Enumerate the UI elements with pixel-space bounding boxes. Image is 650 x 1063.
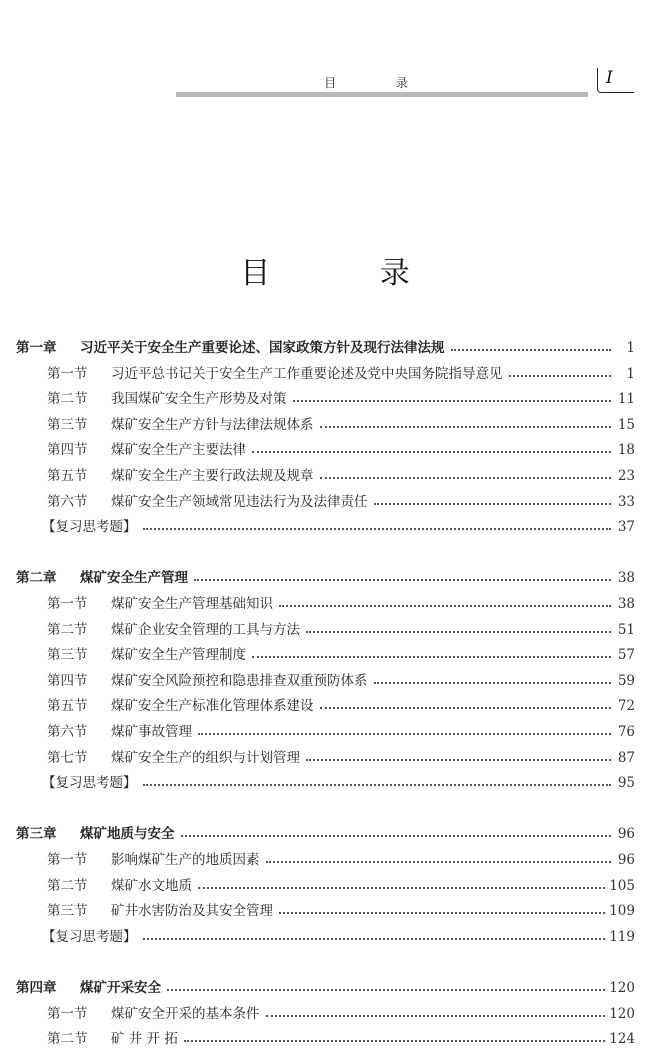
toc-section-1-3-number: 第三节 bbox=[47, 416, 88, 433]
toc-chapter-4-page-number: 120 bbox=[609, 980, 635, 996]
toc-section-2-6-page-number: 76 bbox=[617, 724, 635, 740]
toc-section-4-2-page-number: 124 bbox=[609, 1031, 635, 1048]
dot-leader bbox=[266, 861, 612, 863]
toc-chapter-4-title: 煤矿开采安全 bbox=[80, 980, 161, 996]
toc-chapter-2-title: 煤矿安全生产管理 bbox=[80, 570, 188, 587]
toc-section-2-7[interactable] bbox=[47, 746, 635, 766]
toc-section-4-1-label bbox=[47, 1002, 260, 1022]
page-number-frame bbox=[597, 68, 634, 93]
toc-section-4-1[interactable] bbox=[47, 1002, 635, 1022]
toc-chapter-4-number: 第四章 bbox=[16, 980, 57, 996]
toc-section-2-2-page-number: 51 bbox=[617, 621, 635, 638]
toc-section-2-7-title: 煤矿安全生产的组织与计划管理 bbox=[111, 749, 300, 766]
dot-leader bbox=[266, 1015, 606, 1017]
toc-section-2-1-title: 煤矿安全生产管理基础知识 bbox=[111, 596, 273, 612]
toc-chapter-1[interactable] bbox=[16, 336, 635, 356]
toc-section-1-6-title: 煤矿安全生产领域常见违法行为及法律责任 bbox=[111, 493, 368, 510]
toc-review-3-title: 【复习思考题】 bbox=[42, 928, 137, 945]
toc-section-2-5-page-number: 72 bbox=[617, 698, 635, 715]
toc-section-3-2-number: 第二节 bbox=[47, 877, 88, 894]
toc-section-4-2-label bbox=[47, 1027, 178, 1047]
toc-section-3-3[interactable] bbox=[47, 899, 635, 919]
toc-section-1-5-number: 第五节 bbox=[47, 468, 88, 484]
dot-leader bbox=[143, 938, 606, 940]
toc-section-3-2-page-number: 105 bbox=[609, 877, 635, 894]
dot-leader bbox=[252, 451, 611, 453]
toc-section-2-1-label bbox=[47, 592, 273, 612]
toc-section-1-1-number: 第一节 bbox=[47, 365, 88, 382]
toc-chapter-2-number: 第二章 bbox=[16, 570, 57, 587]
dot-leader bbox=[320, 477, 612, 479]
dot-leader bbox=[252, 656, 611, 658]
toc-section-2-5-label bbox=[47, 694, 314, 714]
toc-section-1-2-title: 我国煤矿安全生产形势及对策 bbox=[111, 391, 287, 408]
toc-chapter-4[interactable] bbox=[16, 976, 635, 996]
dot-leader bbox=[451, 349, 612, 351]
dot-leader bbox=[167, 989, 605, 991]
toc-section-1-1-label bbox=[47, 362, 503, 382]
toc-chapter-1-label bbox=[16, 336, 445, 356]
toc-section-2-3-title: 煤矿安全生产管理制度 bbox=[111, 647, 246, 664]
toc-section-1-2[interactable] bbox=[47, 387, 635, 407]
toc-chapter-3-label bbox=[16, 822, 175, 842]
toc-review-3-page-number: 119 bbox=[609, 928, 635, 945]
dot-leader bbox=[279, 912, 605, 914]
dot-leader bbox=[374, 682, 612, 684]
toc-section-3-2-label bbox=[47, 874, 192, 894]
toc-chapter-3-number: 第三章 bbox=[16, 826, 57, 843]
toc-chapter-2[interactable] bbox=[16, 566, 635, 586]
toc-section-3-2-title: 煤矿水文地质 bbox=[111, 877, 192, 894]
toc-section-4-1-page-number: 120 bbox=[609, 1005, 635, 1022]
toc-section-2-7-page-number: 87 bbox=[617, 749, 635, 766]
toc-chapter-4-label bbox=[16, 976, 161, 996]
toc-section-2-7-number: 第七节 bbox=[47, 749, 88, 766]
toc-chapter-2-label bbox=[16, 566, 188, 586]
toc-section-2-1-number: 第一节 bbox=[47, 596, 88, 612]
toc-review-1[interactable] bbox=[42, 515, 635, 535]
toc-section-4-1-title: 煤矿安全开采的基本条件 bbox=[111, 1005, 260, 1022]
toc-section-1-4-title: 煤矿安全生产主要法律 bbox=[111, 442, 246, 459]
toc-section-2-4-number: 第四节 bbox=[47, 672, 88, 689]
toc-section-1-4-page-number: 18 bbox=[617, 442, 635, 459]
dot-leader bbox=[306, 759, 611, 761]
toc-review-2[interactable] bbox=[42, 771, 635, 791]
toc-section-1-5-title: 煤矿安全生产主要行政法规及规章 bbox=[111, 468, 314, 484]
toc-section-2-3[interactable] bbox=[47, 643, 635, 663]
toc-section-4-1-number: 第一节 bbox=[47, 1005, 88, 1022]
toc-section-2-5-number: 第五节 bbox=[47, 698, 88, 715]
toc-section-3-3-label bbox=[47, 899, 273, 919]
dot-leader bbox=[374, 503, 612, 505]
toc-section-1-6-label bbox=[47, 490, 368, 510]
toc-section-1-3-title: 煤矿安全生产方针与法律法规体系 bbox=[111, 416, 314, 433]
toc-section-2-6-title: 煤矿事故管理 bbox=[111, 724, 192, 740]
toc-section-3-3-title: 矿井水害防治及其安全管理 bbox=[111, 903, 273, 920]
toc-review-2-label bbox=[42, 771, 137, 791]
toc-section-2-4-page-number: 59 bbox=[617, 672, 635, 689]
toc-section-1-5-label bbox=[47, 464, 314, 484]
dot-leader bbox=[198, 733, 611, 735]
toc-section-1-4-number: 第四节 bbox=[47, 442, 88, 459]
toc-section-3-1-title: 影响煤矿生产的地质因素 bbox=[111, 852, 260, 868]
toc-section-4-2-number: 第二节 bbox=[47, 1031, 88, 1048]
toc-chapter-1-number: 第一章 bbox=[16, 340, 57, 356]
toc-section-4-2-title: 矿 井 开 拓 bbox=[111, 1031, 178, 1048]
header-title: 目 录 bbox=[324, 76, 436, 90]
dot-leader bbox=[320, 426, 612, 428]
toc-review-2-title: 【复习思考题】 bbox=[42, 775, 137, 792]
dot-leader bbox=[279, 605, 611, 607]
toc-review-1-label bbox=[42, 515, 137, 535]
toc-section-2-4-label bbox=[47, 669, 368, 689]
toc-section-2-2-label bbox=[47, 618, 300, 638]
toc-section-2-4[interactable] bbox=[47, 669, 635, 689]
toc-section-2-5[interactable] bbox=[47, 694, 635, 714]
toc-section-1-4-label bbox=[47, 438, 246, 458]
toc-section-3-1-label bbox=[47, 848, 260, 868]
toc-section-1-1-title: 习近平总书记关于安全生产工作重要论述及党中央国务院指导意见 bbox=[111, 365, 503, 382]
toc-section-3-1-page-number: 96 bbox=[617, 852, 635, 868]
toc-section-2-6-label bbox=[47, 720, 192, 740]
dot-leader bbox=[198, 887, 605, 889]
toc-section-2-3-number: 第三节 bbox=[47, 647, 88, 664]
toc-review-1-page-number: 37 bbox=[617, 519, 635, 536]
toc-chapter-2-page-number: 38 bbox=[617, 570, 635, 587]
toc-section-1-3[interactable] bbox=[47, 413, 635, 433]
dot-leader bbox=[143, 784, 612, 786]
toc-section-2-4-title: 煤矿安全风险预控和隐患排查双重预防体系 bbox=[111, 672, 368, 689]
toc-section-2-3-page-number: 57 bbox=[617, 647, 635, 664]
dot-leader bbox=[509, 375, 612, 377]
toc-section-1-1[interactable] bbox=[47, 362, 635, 382]
toc-section-2-5-title: 煤矿安全生产标准化管理体系建设 bbox=[111, 698, 314, 715]
page-number: I bbox=[606, 68, 613, 88]
toc-review-3-label bbox=[42, 925, 137, 945]
toc-section-4-2[interactable] bbox=[47, 1027, 635, 1047]
toc-chapter-3[interactable] bbox=[16, 822, 635, 842]
dot-leader bbox=[143, 528, 612, 530]
dot-leader bbox=[181, 835, 612, 837]
toc-section-2-7-label bbox=[47, 746, 300, 766]
toc-section-2-1[interactable] bbox=[47, 592, 635, 612]
toc-section-1-6[interactable] bbox=[47, 490, 635, 510]
toc-section-2-6-number: 第六节 bbox=[47, 724, 88, 740]
toc-chapter-3-title: 煤矿地质与安全 bbox=[80, 826, 175, 843]
toc-chapter-1-title: 习近平关于安全生产重要论述、国家政策方针及现行法律法规 bbox=[80, 340, 445, 356]
toc-section-2-2[interactable] bbox=[47, 618, 635, 638]
toc-section-1-5[interactable] bbox=[47, 464, 635, 484]
toc-section-3-2[interactable] bbox=[47, 874, 635, 894]
toc-section-1-3-label bbox=[47, 413, 314, 433]
toc-section-3-1-number: 第一节 bbox=[47, 852, 88, 868]
toc-section-3-1[interactable] bbox=[47, 848, 635, 868]
toc-section-1-2-number: 第二节 bbox=[47, 391, 88, 408]
toc-section-1-6-number: 第六节 bbox=[47, 493, 88, 510]
toc-review-3[interactable] bbox=[42, 925, 635, 945]
toc-section-1-3-page-number: 15 bbox=[617, 416, 635, 433]
toc-section-1-4[interactable] bbox=[47, 438, 635, 458]
dot-leader bbox=[306, 631, 611, 633]
toc-section-1-2-label bbox=[47, 387, 287, 407]
dot-leader bbox=[184, 1040, 605, 1042]
header-rule bbox=[176, 92, 588, 97]
toc-chapter-1-page-number: 1 bbox=[626, 340, 635, 356]
toc-review-1-title: 【复习思考题】 bbox=[42, 519, 137, 536]
toc-title: 目 录 bbox=[240, 256, 460, 291]
toc-section-1-5-page-number: 23 bbox=[617, 468, 635, 484]
toc-section-1-2-page-number: 11 bbox=[617, 391, 635, 408]
toc-section-1-1-page-number: 1 bbox=[626, 365, 635, 382]
toc-chapter-3-page-number: 96 bbox=[617, 826, 635, 843]
toc-section-2-3-label bbox=[47, 643, 246, 663]
toc-section-2-2-number: 第二节 bbox=[47, 621, 88, 638]
toc-section-2-2-title: 煤矿企业安全管理的工具与方法 bbox=[111, 621, 300, 638]
dot-leader bbox=[194, 579, 611, 581]
toc-section-1-6-page-number: 33 bbox=[617, 493, 635, 510]
toc-section-3-3-number: 第三节 bbox=[47, 903, 88, 920]
dot-leader bbox=[320, 707, 612, 709]
toc-section-3-3-page-number: 109 bbox=[609, 903, 635, 920]
toc-review-2-page-number: 95 bbox=[617, 775, 635, 792]
toc-section-2-6[interactable] bbox=[47, 720, 635, 740]
dot-leader bbox=[293, 400, 612, 402]
toc-section-2-1-page-number: 38 bbox=[617, 596, 635, 612]
